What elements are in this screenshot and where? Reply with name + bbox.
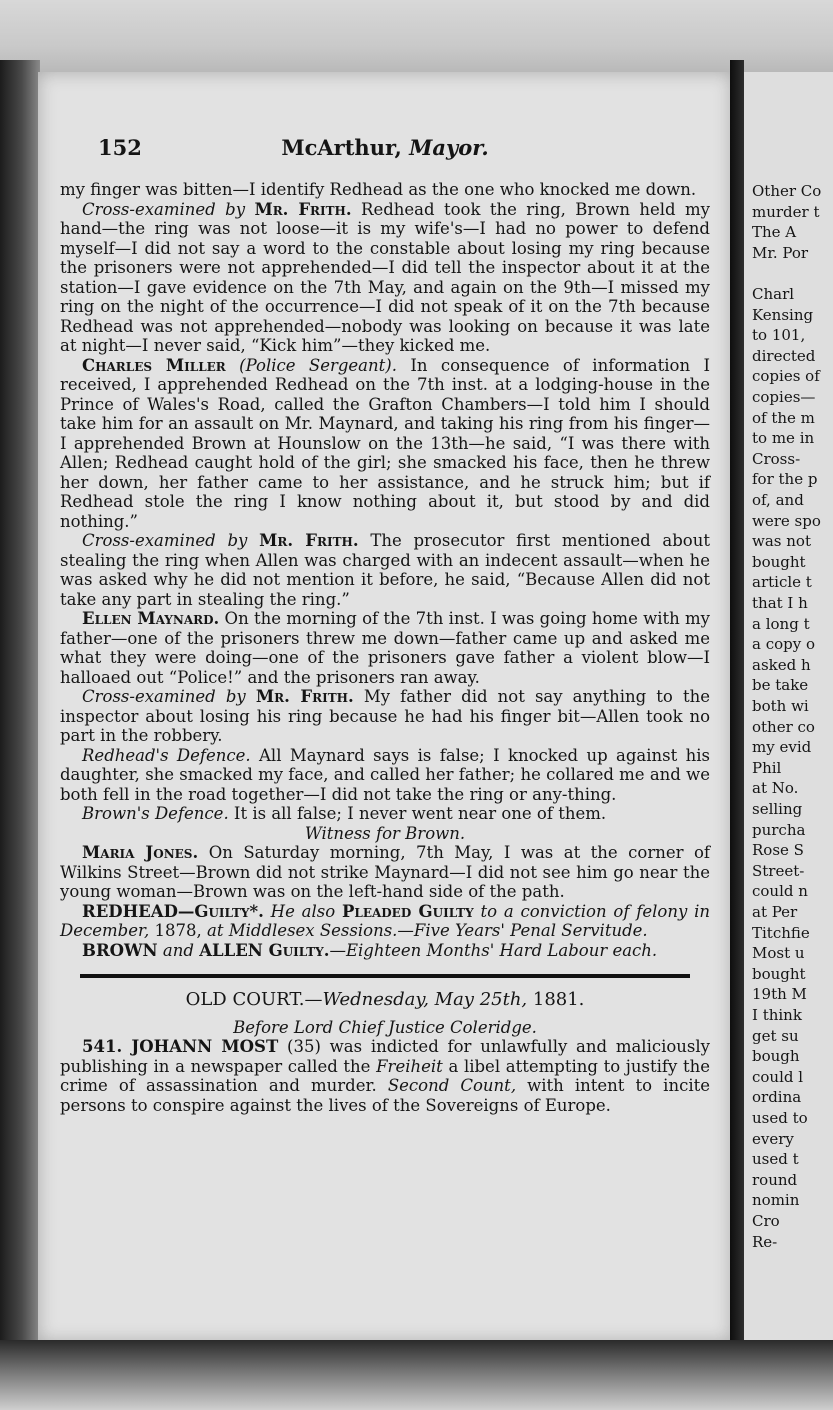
adjacent-page-line: was not: [752, 532, 811, 551]
adjacent-page-line: copies—: [752, 388, 816, 406]
adjacent-page-line: every: [752, 1129, 794, 1148]
paragraph-jones-testimony: Maria Jones. On Saturday morning, 7th May, I was at the corner of Wilkins Street—Brown did not strike Maynard—I did not see him go near the young woman—Brown was on the left-hand side of the path.: [60, 843, 710, 901]
court-heading: OLD COURT.—Wednesday, May 25th, 1881.: [185, 989, 585, 1010]
adjacent-page-line: asked h: [752, 655, 811, 674]
adjacent-page-line: for the p: [752, 470, 818, 489]
adjacent-page-line: Most u: [752, 944, 805, 963]
adjacent-page-line: Other Co: [752, 182, 822, 200]
adjacent-page-line: 19th M: [752, 985, 807, 1004]
adjacent-page-line: could l: [752, 1067, 804, 1086]
adjacent-page-line: article t: [752, 573, 812, 592]
scan-background-top: [0, 0, 833, 78]
adjacent-page-line: nomin: [752, 1191, 800, 1210]
adjacent-page-line: of the m: [752, 408, 815, 427]
book-binding-shadow: [0, 60, 40, 1360]
title-office: Mayor.: [409, 135, 489, 160]
running-head: [60, 130, 710, 180]
adjacent-page-line: Cro: [752, 1212, 780, 1230]
adjacent-page-line: I think: [752, 1006, 802, 1024]
adjacent-page-line: Re-: [752, 1232, 778, 1251]
adjacent-page-line: to me in: [752, 429, 815, 448]
paragraph-maynard-testimony: Ellen Maynard. On the morning of the 7th inst. I was going home with my father—one of the prisoners threw me down—father came up and asked me what they were doing—one of the prisoners gave father a violent blow—I halloaed out “Police!” and the prisoners ran away.: [60, 609, 710, 687]
section-divider: [80, 974, 690, 978]
adjacent-page-line: a copy o: [752, 635, 816, 654]
adjacent-page-line: bough: [752, 1047, 800, 1066]
adjacent-page-line: be take: [752, 676, 809, 695]
adjacent-page-line: of, and: [752, 491, 804, 509]
paragraph-cross-examination-2: Cross-examined by Mr. Frith. The prosecutor first mentioned about stealing the ring when Allen was charged with an indecent assault—when he was asked why he did not mention it before, he said, “Because Allen did not take any part in stealing the ring.”: [60, 531, 710, 609]
adjacent-page-line: other co: [752, 717, 815, 736]
adjacent-page-line: murder t: [752, 202, 820, 221]
adjacent-page-line: Cross-: [752, 449, 801, 468]
paragraph-cross-examination-3: Cross-examined by Mr. Frith. My father did not say anything to the inspector about losing his ring because he had his finger bit—Allen took no part in the robbery.: [60, 687, 710, 745]
adjacent-page-line: purcha: [752, 820, 806, 839]
page-gutter: [730, 60, 744, 1350]
judge-line: Before Lord Chief Justice Coleridge.: [233, 1017, 537, 1037]
adjacent-page-line: used t: [752, 1150, 799, 1169]
adjacent-page-line: both wi: [752, 697, 809, 715]
adjacent-page-line: bought: [752, 552, 806, 571]
scan-background-bottom: [0, 1340, 833, 1410]
adjacent-page-line: to 101,: [752, 326, 806, 345]
adjacent-page-line: selling: [752, 800, 803, 818]
adjacent-page-line: Phil: [752, 758, 782, 777]
page-number: 152: [98, 135, 142, 160]
adjacent-page-line: round: [752, 1170, 798, 1189]
adjacent-page-line: Street-: [752, 861, 805, 880]
adjacent-page-line: that I h: [752, 594, 808, 612]
adjacent-page-line: directed: [752, 346, 816, 365]
verdict-brown-allen: BROWN and ALLEN Guilty.—Eighteen Months' Hard Labour each.: [82, 940, 658, 960]
adjacent-page-line: could n: [752, 882, 808, 901]
paragraph-redhead-defence: Redhead's Defence. All Maynard says is false; I knocked up against his daughter, she smacked my face, and called her father; he collared me and we both fell in the road together—I did not take the ring or any-thing.: [60, 745, 710, 804]
paragraph-continuation: my finger was bitten—I identify Redhead as the one who knocked me down.: [60, 180, 697, 199]
adjacent-page-line: Charl: [752, 285, 795, 303]
adjacent-page-line: at Per: [752, 903, 798, 921]
witness-heading: Witness for Brown.: [304, 823, 466, 843]
paragraph-brown-defence: Brown's Defence. It is all false; I never went near one of them.: [82, 804, 607, 823]
adjacent-page-line: ordina: [752, 1088, 802, 1107]
adjacent-page-line: used to: [752, 1109, 808, 1127]
paragraph-cross-examination-1: Cross-examined by Mr. Frith. Redhead took the ring, Brown held my hand—the ring was not loose—it is my wife's—I had no power to defend myself—I did not say a word to the constable about losing my ring because the prisoners were not apprehended—I did tell the inspector about it at the station—I gave evidence on the 7th May, and again on the 9th—I missed my ring on the night of the occurrence—I did not speak of it on the 7th because Redhead was not apprehended—nobody was looking on because it was late at night—I never said, “Kick him”—they kicked me.: [60, 199, 710, 355]
page-text: [60, 130, 710, 1115]
paragraph-miller-testimony: Charles Miller (Police Sergeant). In consequence of information I received, I apprehended Redhead on the 7th inst. at a lodging-house in the Prince of Wales's Road, called the Grafton Chambers—I told him I should take him for an assault on Mr. Maynard, and taking his ring from his finger—I apprehended Brown at Hounslow on the 13th—he said, “I was there with Allen; Redhead caught hold of the girl; she smacked his face, then he threw her down, her father came to her assistance, and he struck him; but if Redhead stole the ring I know nothing about it, but stood by and did nothing.”: [60, 355, 710, 531]
page-title: [60, 135, 710, 160]
verdict-redhead: REDHEAD—Guilty*. He also Pleaded Guilty to a conviction of felony in December, 1878, at Middlesex Sessions.—Five Years' Penal Servitude.: [60, 901, 710, 940]
adjacent-page-line: copies of: [752, 367, 820, 386]
adjacent-page-line: my evid: [752, 738, 812, 757]
adjacent-page-line: at No.: [752, 779, 799, 798]
adjacent-page-line: a long t: [752, 614, 810, 633]
adjacent-page-line: get su: [752, 1026, 799, 1045]
adjacent-page-line: were spo: [752, 511, 821, 530]
title-name: McArthur,: [281, 135, 402, 160]
adjacent-page-line: bought: [752, 964, 806, 983]
adjacent-page-line: Mr. Por: [752, 243, 809, 262]
case-indictment: 541. JOHANN MOST (35) was indicted for unlawfully and maliciously publishing in a newspaper called the Freiheit a libel attempting to justify the crime of assassination and murder. Second Count, with intent to incite persons to conspire against the lives of the Sovereigns of Europe.: [60, 1037, 711, 1115]
adjacent-page-line: The A: [752, 223, 797, 242]
adjacent-page-line: Rose S: [752, 841, 804, 860]
adjacent-page-line: Titchfie: [752, 923, 810, 942]
adjacent-page-line: Kensing: [752, 305, 814, 324]
